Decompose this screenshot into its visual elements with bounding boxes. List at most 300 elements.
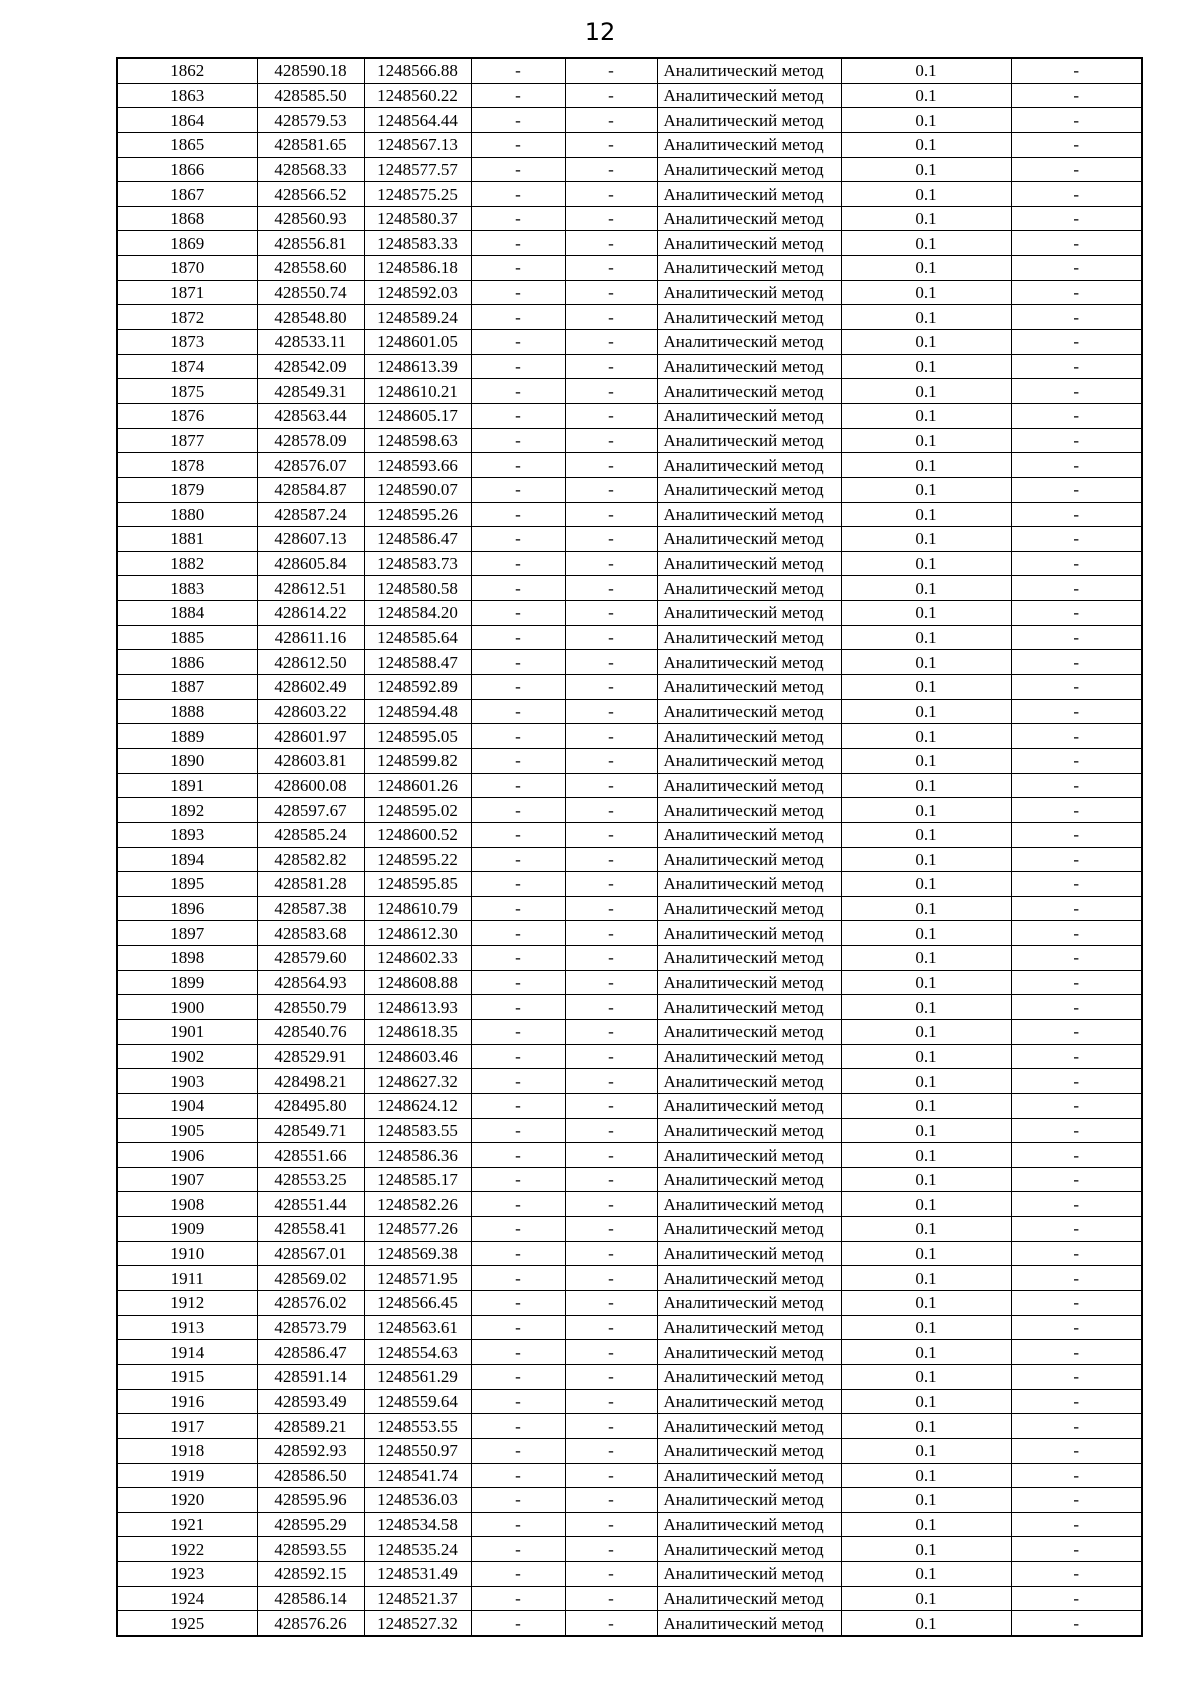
point-number-cell: 1889 [117, 724, 257, 749]
x-coordinate-cell: 428563.44 [257, 403, 364, 428]
dash-cell-3: - [1011, 1315, 1142, 1340]
x-coordinate-cell: 428581.28 [257, 872, 364, 897]
y-coordinate-cell: 1248593.66 [364, 453, 471, 478]
x-coordinate-cell: 428590.18 [257, 58, 364, 83]
dash-cell-3: - [1011, 305, 1142, 330]
dash-cell-3: - [1011, 379, 1142, 404]
accuracy-cell: 0.1 [841, 1438, 1011, 1463]
dash-cell-1: - [471, 256, 565, 281]
y-coordinate-cell: 1248585.64 [364, 625, 471, 650]
point-number-cell: 1871 [117, 280, 257, 305]
point-number-cell: 1914 [117, 1340, 257, 1365]
y-coordinate-cell: 1248583.55 [364, 1118, 471, 1143]
point-number-cell: 1923 [117, 1562, 257, 1587]
dash-cell-3: - [1011, 527, 1142, 552]
dash-cell-3: - [1011, 1069, 1142, 1094]
point-number-cell: 1882 [117, 551, 257, 576]
accuracy-cell: 0.1 [841, 970, 1011, 995]
table-row [117, 428, 1142, 453]
dash-cell-3: - [1011, 1512, 1142, 1537]
method-cell: Аналитический метод [657, 872, 841, 897]
method-cell: Аналитический метод [657, 1512, 841, 1537]
dash-cell-2: - [565, 403, 657, 428]
point-number-cell: 1874 [117, 354, 257, 379]
dash-cell-1: - [471, 1192, 565, 1217]
dash-cell-1: - [471, 1093, 565, 1118]
dash-cell-3: - [1011, 132, 1142, 157]
dash-cell-3: - [1011, 946, 1142, 971]
dash-cell-1: - [471, 995, 565, 1020]
dash-cell-2: - [565, 847, 657, 872]
table-row [117, 650, 1142, 675]
accuracy-cell: 0.1 [841, 330, 1011, 355]
dash-cell-3: - [1011, 403, 1142, 428]
table-row [117, 330, 1142, 355]
dash-cell-1: - [471, 157, 565, 182]
table-row [117, 502, 1142, 527]
accuracy-cell: 0.1 [841, 1019, 1011, 1044]
dash-cell-2: - [565, 1562, 657, 1587]
dash-cell-3: - [1011, 675, 1142, 700]
y-coordinate-cell: 1248595.02 [364, 798, 471, 823]
x-coordinate-cell: 428582.82 [257, 847, 364, 872]
y-coordinate-cell: 1248553.55 [364, 1414, 471, 1439]
method-cell: Аналитический метод [657, 1019, 841, 1044]
table-row [117, 822, 1142, 847]
y-coordinate-cell: 1248563.61 [364, 1315, 471, 1340]
table-row [117, 625, 1142, 650]
method-cell: Аналитический метод [657, 970, 841, 995]
x-coordinate-cell: 428603.81 [257, 748, 364, 773]
point-number-cell: 1897 [117, 921, 257, 946]
dash-cell-3: - [1011, 1118, 1142, 1143]
x-coordinate-cell: 428585.24 [257, 822, 364, 847]
dash-cell-2: - [565, 995, 657, 1020]
dash-cell-3: - [1011, 724, 1142, 749]
x-coordinate-cell: 428556.81 [257, 231, 364, 256]
method-cell: Аналитический метод [657, 428, 841, 453]
y-coordinate-cell: 1248534.58 [364, 1512, 471, 1537]
x-coordinate-cell: 428548.80 [257, 305, 364, 330]
dash-cell-1: - [471, 206, 565, 231]
y-coordinate-cell: 1248583.73 [364, 551, 471, 576]
point-number-cell: 1899 [117, 970, 257, 995]
point-number-cell: 1887 [117, 675, 257, 700]
y-coordinate-cell: 1248577.26 [364, 1217, 471, 1242]
dash-cell-1: - [471, 453, 565, 478]
y-coordinate-cell: 1248595.26 [364, 502, 471, 527]
table-row [117, 1364, 1142, 1389]
dash-cell-3: - [1011, 428, 1142, 453]
method-cell: Аналитический метод [657, 576, 841, 601]
table-row [117, 1438, 1142, 1463]
y-coordinate-cell: 1248599.82 [364, 748, 471, 773]
table-row [117, 1291, 1142, 1316]
dash-cell-1: - [471, 182, 565, 207]
x-coordinate-cell: 428602.49 [257, 675, 364, 700]
y-coordinate-cell: 1248592.03 [364, 280, 471, 305]
accuracy-cell: 0.1 [841, 946, 1011, 971]
dash-cell-3: - [1011, 330, 1142, 355]
accuracy-cell: 0.1 [841, 206, 1011, 231]
table-row [117, 847, 1142, 872]
table-row [117, 1414, 1142, 1439]
accuracy-cell: 0.1 [841, 453, 1011, 478]
table-row [117, 1537, 1142, 1562]
x-coordinate-cell: 428533.11 [257, 330, 364, 355]
method-cell: Аналитический метод [657, 1438, 841, 1463]
y-coordinate-cell: 1248584.20 [364, 601, 471, 626]
accuracy-cell: 0.1 [841, 1266, 1011, 1291]
accuracy-cell: 0.1 [841, 1241, 1011, 1266]
dash-cell-1: - [471, 773, 565, 798]
accuracy-cell: 0.1 [841, 896, 1011, 921]
dash-cell-3: - [1011, 256, 1142, 281]
accuracy-cell: 0.1 [841, 601, 1011, 626]
x-coordinate-cell: 428551.44 [257, 1192, 364, 1217]
x-coordinate-cell: 428567.01 [257, 1241, 364, 1266]
coordinates-table [116, 57, 1143, 1637]
y-coordinate-cell: 1248589.24 [364, 305, 471, 330]
y-coordinate-cell: 1248624.12 [364, 1093, 471, 1118]
table-row [117, 305, 1142, 330]
dash-cell-2: - [565, 305, 657, 330]
table-row [117, 896, 1142, 921]
dash-cell-1: - [471, 970, 565, 995]
dash-cell-1: - [471, 1586, 565, 1611]
y-coordinate-cell: 1248566.88 [364, 58, 471, 83]
x-coordinate-cell: 428612.50 [257, 650, 364, 675]
y-coordinate-cell: 1248627.32 [364, 1069, 471, 1094]
y-coordinate-cell: 1248566.45 [364, 1291, 471, 1316]
dash-cell-1: - [471, 231, 565, 256]
y-coordinate-cell: 1248592.89 [364, 675, 471, 700]
dash-cell-3: - [1011, 354, 1142, 379]
table-row [117, 1562, 1142, 1587]
x-coordinate-cell: 428569.02 [257, 1266, 364, 1291]
dash-cell-1: - [471, 477, 565, 502]
y-coordinate-cell: 1248541.74 [364, 1463, 471, 1488]
method-cell: Аналитический метод [657, 847, 841, 872]
method-cell: Аналитический метод [657, 1093, 841, 1118]
table-row [117, 1093, 1142, 1118]
dash-cell-3: - [1011, 650, 1142, 675]
table-row [117, 206, 1142, 231]
dash-cell-1: - [471, 1291, 565, 1316]
accuracy-cell: 0.1 [841, 798, 1011, 823]
x-coordinate-cell: 428592.15 [257, 1562, 364, 1587]
method-cell: Аналитический метод [657, 1586, 841, 1611]
dash-cell-2: - [565, 1315, 657, 1340]
x-coordinate-cell: 428595.96 [257, 1488, 364, 1513]
dash-cell-2: - [565, 157, 657, 182]
dash-cell-1: - [471, 1512, 565, 1537]
y-coordinate-cell: 1248613.93 [364, 995, 471, 1020]
dash-cell-3: - [1011, 477, 1142, 502]
method-cell: Аналитический метод [657, 1291, 841, 1316]
accuracy-cell: 0.1 [841, 675, 1011, 700]
method-cell: Аналитический метод [657, 1217, 841, 1242]
point-number-cell: 1872 [117, 305, 257, 330]
point-number-cell: 1896 [117, 896, 257, 921]
y-coordinate-cell: 1248567.13 [364, 132, 471, 157]
x-coordinate-cell: 428605.84 [257, 551, 364, 576]
method-cell: Аналитический метод [657, 1315, 841, 1340]
dash-cell-3: - [1011, 182, 1142, 207]
table-row [117, 1167, 1142, 1192]
dash-cell-2: - [565, 1019, 657, 1044]
accuracy-cell: 0.1 [841, 428, 1011, 453]
dash-cell-1: - [471, 576, 565, 601]
point-number-cell: 1925 [117, 1611, 257, 1636]
table-row [117, 379, 1142, 404]
dash-cell-1: - [471, 822, 565, 847]
dash-cell-1: - [471, 921, 565, 946]
table-row [117, 58, 1142, 83]
table-row [117, 453, 1142, 478]
dash-cell-3: - [1011, 601, 1142, 626]
dash-cell-2: - [565, 182, 657, 207]
method-cell: Аналитический метод [657, 1611, 841, 1636]
x-coordinate-cell: 428586.14 [257, 1586, 364, 1611]
y-coordinate-cell: 1248618.35 [364, 1019, 471, 1044]
y-coordinate-cell: 1248569.38 [364, 1241, 471, 1266]
y-coordinate-cell: 1248602.33 [364, 946, 471, 971]
accuracy-cell: 0.1 [841, 921, 1011, 946]
dash-cell-1: - [471, 132, 565, 157]
point-number-cell: 1866 [117, 157, 257, 182]
dash-cell-1: - [471, 1019, 565, 1044]
dash-cell-3: - [1011, 1167, 1142, 1192]
table-row [117, 1315, 1142, 1340]
dash-cell-1: - [471, 403, 565, 428]
dash-cell-2: - [565, 477, 657, 502]
dash-cell-3: - [1011, 1537, 1142, 1562]
method-cell: Аналитический метод [657, 280, 841, 305]
dash-cell-1: - [471, 650, 565, 675]
y-coordinate-cell: 1248560.22 [364, 83, 471, 108]
table-row [117, 946, 1142, 971]
table-row [117, 1044, 1142, 1069]
accuracy-cell: 0.1 [841, 280, 1011, 305]
table-row [117, 699, 1142, 724]
method-cell: Аналитический метод [657, 1537, 841, 1562]
dash-cell-2: - [565, 675, 657, 700]
method-cell: Аналитический метод [657, 108, 841, 133]
y-coordinate-cell: 1248535.24 [364, 1537, 471, 1562]
x-coordinate-cell: 428550.74 [257, 280, 364, 305]
dash-cell-2: - [565, 1537, 657, 1562]
table-row [117, 576, 1142, 601]
dash-cell-1: - [471, 280, 565, 305]
table-row [117, 1241, 1142, 1266]
dash-cell-2: - [565, 527, 657, 552]
point-number-cell: 1880 [117, 502, 257, 527]
method-cell: Аналитический метод [657, 403, 841, 428]
accuracy-cell: 0.1 [841, 551, 1011, 576]
dash-cell-3: - [1011, 1093, 1142, 1118]
y-coordinate-cell: 1248585.17 [364, 1167, 471, 1192]
dash-cell-2: - [565, 330, 657, 355]
dash-cell-3: - [1011, 625, 1142, 650]
point-number-cell: 1864 [117, 108, 257, 133]
x-coordinate-cell: 428576.26 [257, 1611, 364, 1636]
y-coordinate-cell: 1248527.32 [364, 1611, 471, 1636]
x-coordinate-cell: 428586.47 [257, 1340, 364, 1365]
point-number-cell: 1905 [117, 1118, 257, 1143]
table-row [117, 551, 1142, 576]
dash-cell-1: - [471, 354, 565, 379]
dash-cell-3: - [1011, 847, 1142, 872]
point-number-cell: 1893 [117, 822, 257, 847]
x-coordinate-cell: 428612.51 [257, 576, 364, 601]
accuracy-cell: 0.1 [841, 1143, 1011, 1168]
dash-cell-3: - [1011, 1291, 1142, 1316]
y-coordinate-cell: 1248594.48 [364, 699, 471, 724]
x-coordinate-cell: 428583.68 [257, 921, 364, 946]
method-cell: Аналитический метод [657, 477, 841, 502]
method-cell: Аналитический метод [657, 132, 841, 157]
y-coordinate-cell: 1248564.44 [364, 108, 471, 133]
accuracy-cell: 0.1 [841, 1611, 1011, 1636]
dash-cell-2: - [565, 1192, 657, 1217]
accuracy-cell: 0.1 [841, 403, 1011, 428]
table-row [117, 773, 1142, 798]
accuracy-cell: 0.1 [841, 748, 1011, 773]
dash-cell-2: - [565, 896, 657, 921]
point-number-cell: 1879 [117, 477, 257, 502]
point-number-cell: 1890 [117, 748, 257, 773]
y-coordinate-cell: 1248531.49 [364, 1562, 471, 1587]
point-number-cell: 1924 [117, 1586, 257, 1611]
point-number-cell: 1918 [117, 1438, 257, 1463]
accuracy-cell: 0.1 [841, 58, 1011, 83]
point-number-cell: 1891 [117, 773, 257, 798]
method-cell: Аналитический метод [657, 1414, 841, 1439]
dash-cell-3: - [1011, 1389, 1142, 1414]
dash-cell-3: - [1011, 995, 1142, 1020]
dash-cell-2: - [565, 231, 657, 256]
accuracy-cell: 0.1 [841, 231, 1011, 256]
dash-cell-3: - [1011, 108, 1142, 133]
dash-cell-2: - [565, 453, 657, 478]
dash-cell-2: - [565, 1611, 657, 1636]
method-cell: Аналитический метод [657, 206, 841, 231]
method-cell: Аналитический метод [657, 1167, 841, 1192]
x-coordinate-cell: 428558.60 [257, 256, 364, 281]
dash-cell-2: - [565, 108, 657, 133]
dash-cell-1: - [471, 1611, 565, 1636]
dash-cell-3: - [1011, 1241, 1142, 1266]
method-cell: Аналитический метод [657, 748, 841, 773]
table-row [117, 1069, 1142, 1094]
dash-cell-1: - [471, 1364, 565, 1389]
dash-cell-1: - [471, 305, 565, 330]
table-row [117, 1611, 1142, 1636]
x-coordinate-cell: 428597.67 [257, 798, 364, 823]
dash-cell-2: - [565, 58, 657, 83]
method-cell: Аналитический метод [657, 1562, 841, 1587]
point-number-cell: 1904 [117, 1093, 257, 1118]
x-coordinate-cell: 428578.09 [257, 428, 364, 453]
dash-cell-1: - [471, 724, 565, 749]
dash-cell-2: - [565, 354, 657, 379]
x-coordinate-cell: 428549.31 [257, 379, 364, 404]
method-cell: Аналитический метод [657, 1340, 841, 1365]
dash-cell-3: - [1011, 896, 1142, 921]
dash-cell-2: - [565, 970, 657, 995]
accuracy-cell: 0.1 [841, 1488, 1011, 1513]
point-number-cell: 1911 [117, 1266, 257, 1291]
x-coordinate-cell: 428573.79 [257, 1315, 364, 1340]
dash-cell-1: - [471, 58, 565, 83]
method-cell: Аналитический метод [657, 1069, 841, 1094]
x-coordinate-cell: 428611.16 [257, 625, 364, 650]
accuracy-cell: 0.1 [841, 650, 1011, 675]
dash-cell-2: - [565, 1266, 657, 1291]
point-number-cell: 1886 [117, 650, 257, 675]
accuracy-cell: 0.1 [841, 1069, 1011, 1094]
point-number-cell: 1915 [117, 1364, 257, 1389]
point-number-cell: 1910 [117, 1241, 257, 1266]
dash-cell-3: - [1011, 822, 1142, 847]
point-number-cell: 1922 [117, 1537, 257, 1562]
point-number-cell: 1901 [117, 1019, 257, 1044]
dash-cell-2: - [565, 1093, 657, 1118]
accuracy-cell: 0.1 [841, 477, 1011, 502]
y-coordinate-cell: 1248550.97 [364, 1438, 471, 1463]
y-coordinate-cell: 1248559.64 [364, 1389, 471, 1414]
x-coordinate-cell: 428566.52 [257, 182, 364, 207]
y-coordinate-cell: 1248590.07 [364, 477, 471, 502]
dash-cell-1: - [471, 601, 565, 626]
dash-cell-1: - [471, 872, 565, 897]
dash-cell-2: - [565, 1463, 657, 1488]
point-number-cell: 1868 [117, 206, 257, 231]
dash-cell-3: - [1011, 1414, 1142, 1439]
method-cell: Аналитический метод [657, 798, 841, 823]
y-coordinate-cell: 1248595.05 [364, 724, 471, 749]
dash-cell-2: - [565, 280, 657, 305]
y-coordinate-cell: 1248586.47 [364, 527, 471, 552]
dash-cell-2: - [565, 1143, 657, 1168]
dash-cell-1: - [471, 1266, 565, 1291]
accuracy-cell: 0.1 [841, 182, 1011, 207]
y-coordinate-cell: 1248595.85 [364, 872, 471, 897]
table-row [117, 1143, 1142, 1168]
point-number-cell: 1907 [117, 1167, 257, 1192]
dash-cell-1: - [471, 428, 565, 453]
y-coordinate-cell: 1248571.95 [364, 1266, 471, 1291]
dash-cell-1: - [471, 330, 565, 355]
dash-cell-1: - [471, 699, 565, 724]
table-row [117, 182, 1142, 207]
point-number-cell: 1912 [117, 1291, 257, 1316]
table-row [117, 1266, 1142, 1291]
table-row [117, 403, 1142, 428]
dash-cell-3: - [1011, 576, 1142, 601]
x-coordinate-cell: 428529.91 [257, 1044, 364, 1069]
accuracy-cell: 0.1 [841, 1291, 1011, 1316]
accuracy-cell: 0.1 [841, 1586, 1011, 1611]
accuracy-cell: 0.1 [841, 1192, 1011, 1217]
table-row [117, 970, 1142, 995]
dash-cell-2: - [565, 748, 657, 773]
table-row [117, 995, 1142, 1020]
dash-cell-3: - [1011, 1340, 1142, 1365]
dash-cell-2: - [565, 379, 657, 404]
x-coordinate-cell: 428576.02 [257, 1291, 364, 1316]
